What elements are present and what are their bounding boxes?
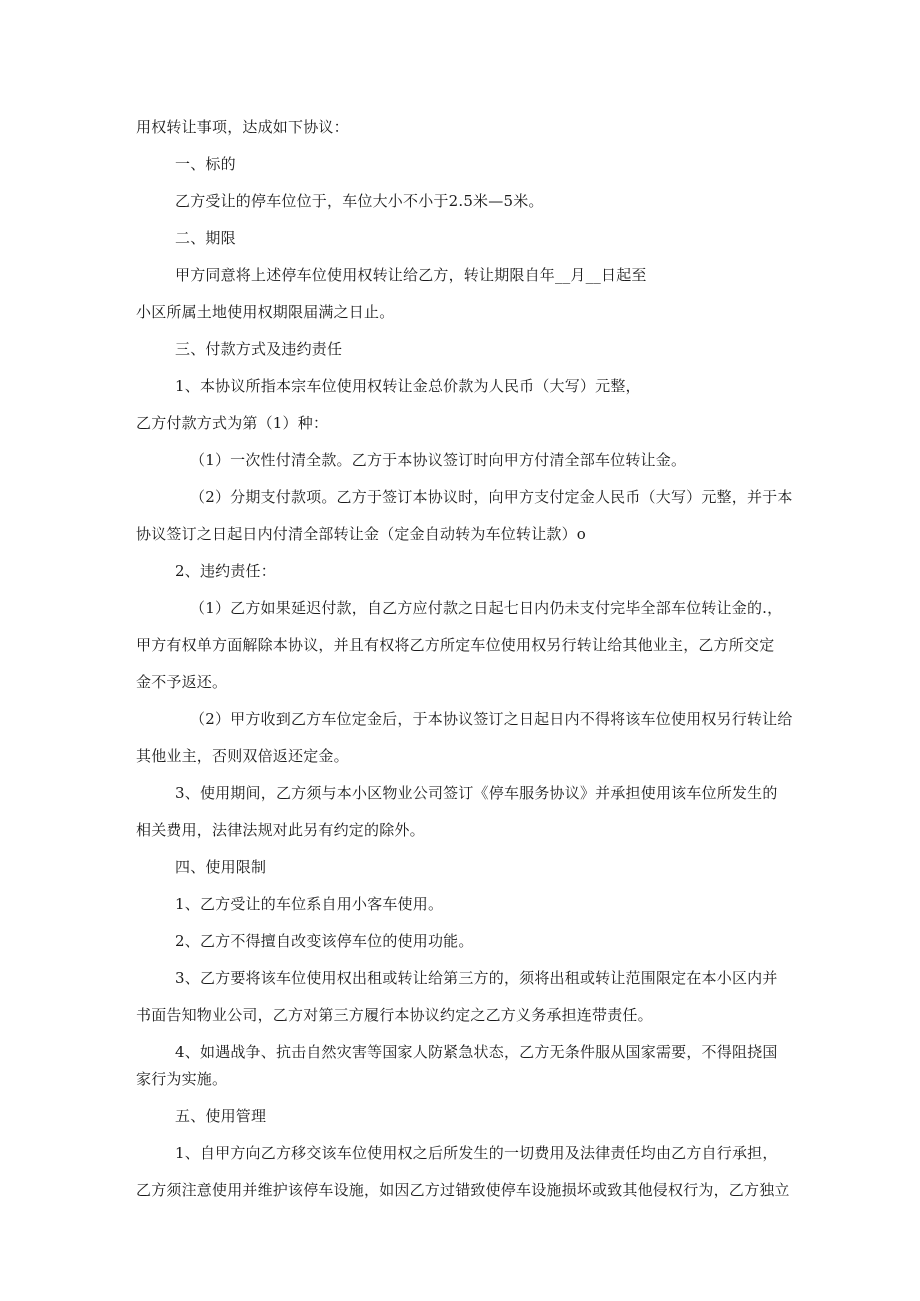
- text-line: （2）甲方收到乙方车位定金后，于本协议签订之日起日内不得将该车位使用权另行转让给: [190, 710, 793, 728]
- text-line: 4、如遇战争、抗击自然灾害等国家人防紧急状态，乙方无条件服从国家需要，不得阻挠国: [175, 1043, 778, 1061]
- text-line: 乙方受让的停车位位于，车位大小不小于2.5米—5米。: [175, 192, 544, 210]
- text-line: 1、自甲方向乙方移交该车位使用权之后所发生的一切费用及法律责任均由乙方自行承担，: [175, 1144, 778, 1162]
- text-line: （2）分期支付款项。乙方于签订本协议时，向甲方支付定金人民币（大写）元整，并于本: [190, 488, 793, 506]
- text-line: （1）一次性付清全款。乙方于本协议签订时向甲方付清全部车位转让金。: [190, 451, 687, 469]
- section-heading: 二、期限: [175, 229, 236, 247]
- text-line: 相关费用，法律法规对此另有约定的除外。: [136, 821, 425, 839]
- text-line: 3、使用期间，乙方须与本小区物业公司签订《停车服务协议》并承担使用该车位所发生的: [175, 784, 778, 802]
- section-heading: 三、付款方式及违约责任: [175, 340, 343, 358]
- text-line: 甲方有权单方面解除本协议，并且有权将乙方所定车位使用权另行转让给其他业主，乙方所交定: [136, 636, 775, 654]
- text-line: 3、乙方要将该车位使用权出租或转让给第三方的，须将出租或转让范围限定在本小区内并: [175, 969, 778, 987]
- text-line: 2、乙方不得擅自改变该停车位的使用功能。: [175, 932, 474, 950]
- text-line: 2、违约责任：: [175, 562, 276, 580]
- text-line: 书面告知物业公司，乙方对第三方履行本协议约定之乙方义务承担连带责任。: [136, 1006, 653, 1024]
- section-heading: 一、标的: [175, 155, 236, 173]
- text-line: 其他业主，否则双倍返还定金。: [136, 747, 349, 765]
- text-line: 甲方同意将上述停车位使用权转让给乙方，转让期限自年__月__日起至: [175, 266, 647, 284]
- text-line: 用权转让事项，达成如下协议：: [136, 118, 349, 136]
- text-line: 协议签订之日起日内付清全部转让金（定金自动转为车位转让款）o: [136, 525, 587, 543]
- text-line: 乙方付款方式为第（1）种：: [136, 414, 329, 432]
- text-line: 1、本协议所指本宗车位使用权转让金总价款为人民币（大写）元整，: [175, 377, 641, 395]
- text-line: 1、乙方受让的车位系自用小客车使用。: [175, 895, 444, 913]
- text-line: 乙方须注意使用并维护该停车设施，如因乙方过错致使停车设施损坏或致其他侵权行为，乙方独立: [136, 1181, 790, 1199]
- text-line: 金不予返还。: [136, 673, 228, 691]
- section-heading: 四、使用限制: [175, 858, 267, 876]
- text-line: （1）乙方如果延迟付款，自乙方应付款之日起七日内仍未支付完毕全部车位转让金的.，: [190, 599, 783, 617]
- text-line: 家行为实施。: [136, 1070, 228, 1088]
- text-line: 小区所属土地使用权期限届满之日止。: [136, 303, 395, 321]
- section-heading: 五、使用管理: [175, 1107, 267, 1125]
